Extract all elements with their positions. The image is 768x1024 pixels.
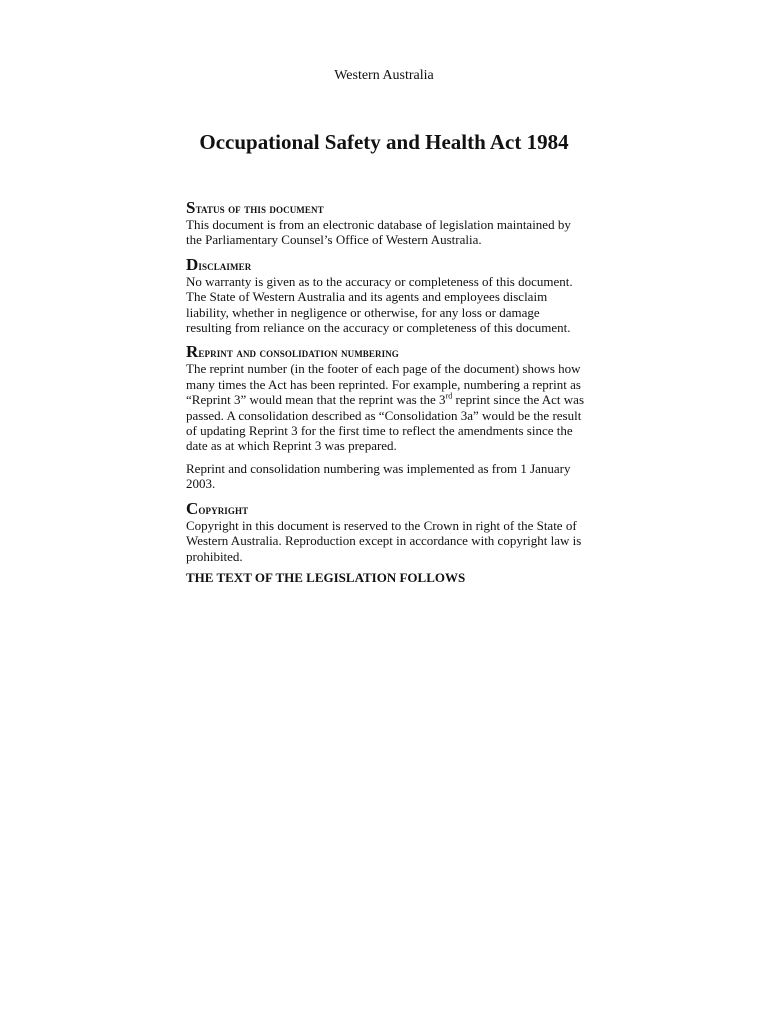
reprint-implemented-text: Reprint and consolidation numbering was implemented as from 1 January 2003. <box>186 460 571 492</box>
status-text: This document is from an electronic database of legislation maintained by the Parliamentary Counsel’s Office of Western Australia. <box>186 217 571 248</box>
reprint-heading: Reprint and consolidation numbering <box>186 342 399 362</box>
act-title: Occupational Safety and Health Act 1984 <box>199 130 569 154</box>
copyright-heading: Copyright <box>186 498 249 518</box>
disclaimer-heading: Disclaimer <box>186 254 252 274</box>
jurisdiction-label: Western Australia <box>334 68 434 83</box>
document-body <box>186 199 586 585</box>
disclaimer-section <box>186 256 586 336</box>
copyright-text: Copyright in this document is reserved to the Crown in right of the State of Western Australia. Reproduction except in accordance with copyright law is prohibited. <box>186 517 582 564</box>
disclaimer-text: No warranty is given as to the accuracy or completeness of this document. The State of Western Australia and its agents and employees disclaim liability, whether in negligence or otherwise, for any loss or damage resulting from reliance on the accuracy or completeness of this document. <box>186 273 573 336</box>
reprint-text: The reprint number (in the footer of each page of the document) shows how many times the Act has been reprinted. For example, numbering a reprint as “Reprint 3” would mean that the reprint was the 3rd reprint since the Act was passed. A consolidation described as “Consolidation 3a” would be the result of updating Reprint 3 for the first time to reflect the amendments since the date as at which Reprint 3 was prepared. <box>186 361 584 454</box>
status-heading: Status of this document <box>186 198 324 217</box>
status-section <box>186 199 586 248</box>
ordinal-superscript: rd <box>445 391 453 401</box>
copyright-section <box>186 500 586 564</box>
reprint-section <box>186 343 586 491</box>
legislation-follows-note: THE TEXT OF THE LEGISLATION FOLLOWS <box>186 569 466 585</box>
